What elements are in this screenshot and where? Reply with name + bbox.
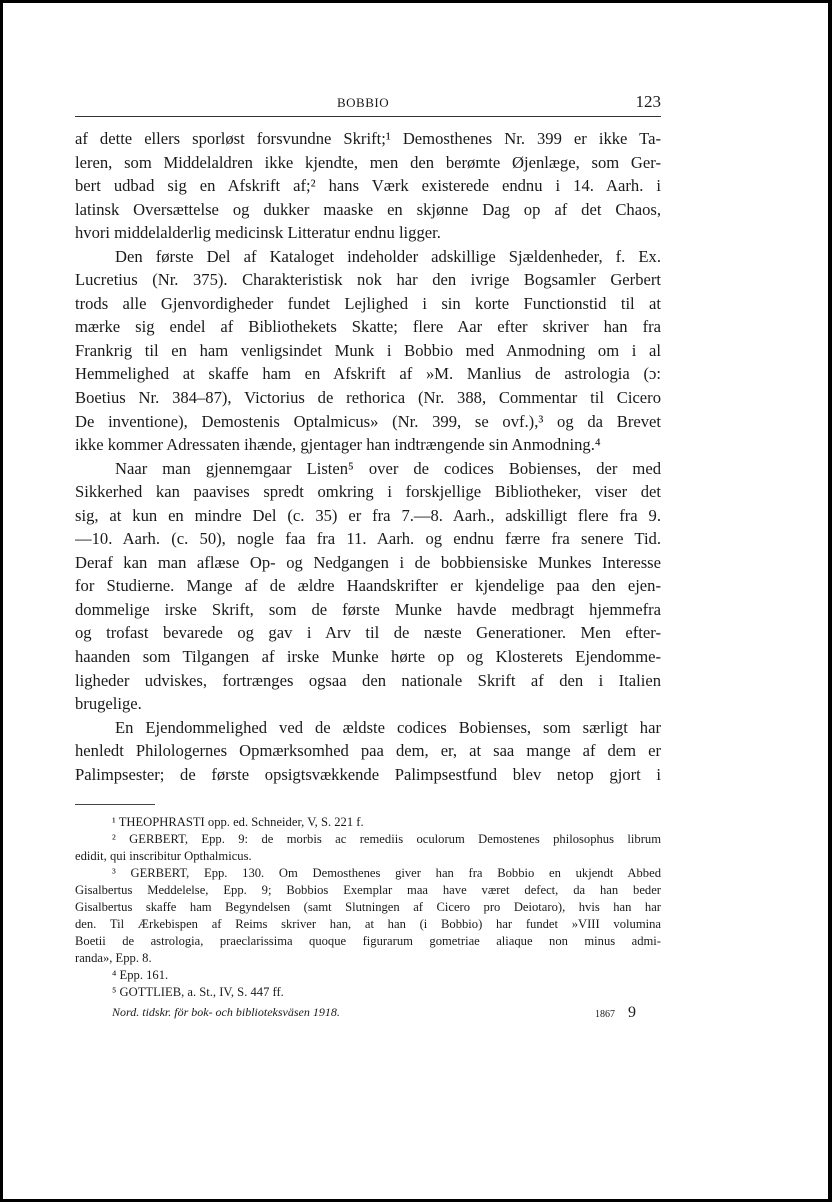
scan-border-top <box>0 0 832 3</box>
text-line: hvori middelalderlig medicinsk Litteratur endnu ligger. <box>75 223 441 243</box>
text-line: Palimpsester; de første opsigtsvækkende Palimpsestfund blev netop gjort i <box>75 764 661 784</box>
text-line: En Ejendommelighed ved de ældste codices Bobienses, som særligt har <box>115 717 661 737</box>
text-line: —10. Aarh. (c. 50), nogle faa fra 11. Aarh. og endnu færre fra senere Tid. <box>75 529 661 549</box>
text-line: haanden som Tilgangen af irske Munke hørte op og Klosterets Ejendomme- <box>75 647 661 667</box>
text-line: Naar man gjennemgaar Listen⁵ over de codices Bobienses, der med <box>115 458 661 478</box>
footnote-line: Gisalbertus Meddelelse, Epp. 9; Bobbios Exemplar maa have været defect, da han beder <box>75 883 661 897</box>
sheet-number: 9 <box>628 1004 636 1021</box>
page-header <box>75 92 661 114</box>
text-line: Boetius Nr. 384–87), Victorius de rethorica (Nr. 388, Commentar til Cicero <box>75 388 661 408</box>
footnote-line: ¹ THEOPHRASTI opp. ed. Schneider, V, S. 221 f. <box>112 815 364 829</box>
running-title: BOBBIO <box>337 95 390 110</box>
text-line: ligheder udviskes, fortrænges ogsaa den nationale Skrift af den i Italien <box>75 670 661 690</box>
header-rule <box>75 116 661 117</box>
scan-border-right <box>828 0 832 1202</box>
text-line: mærke sig endel af Bibliothekets Skatte; flere Aar efter skriver han fra <box>75 317 661 337</box>
text-line: brugelige. <box>75 694 142 714</box>
print-mark: 1867 <box>595 1009 615 1020</box>
text-line: Den første Del af Kataloget indeholder adskillige Sjældenheder, f. Ex. <box>115 246 661 266</box>
footnote-line: ³ GERBERT, Epp. 130. Om Demosthenes giver han fra Bobbio en ukjendt Abbed <box>112 866 661 880</box>
text-line: bert udbad sig en Afskrift af;² hans Værk existerede endnu i 14. Aarh. i <box>75 176 661 196</box>
text-line: ikke kommer Adressaten ihænde, gjentager han indtrængende sin Anmodning.⁴ <box>75 435 601 455</box>
footnote-line: Boetii de astrologia, praeclarissima quoque figurarum gometriae aliaque non minus admi- <box>75 934 661 948</box>
text-line: og trofast bevarede og gav i Arv til de næste Generationer. Men efter- <box>75 623 661 643</box>
footnote-line: ⁵ GOTTLIEB, a. St., IV, S. 447 ff. <box>112 985 284 999</box>
text-line: Deraf kan man aflæse Op- og Nedgangen i de bobbiensiske Munkes Interesse <box>75 552 661 572</box>
text-line: for Studierne. Mange af de ældre Haandskrifter er kjendelige paa den ejen- <box>75 576 661 596</box>
footnote-line: ⁴ Epp. 161. <box>112 968 169 982</box>
text-line: Hemmelighed at skaffe ham en Afskrift af »M. Manlius de astrologia (ɔ: <box>75 364 661 384</box>
page-number: 123 <box>635 92 661 111</box>
text-line: latinsk Oversættelse og dukker maaske en skjønne Dag op af det Chaos, <box>75 199 661 219</box>
text-line: leren, som Middelaldren ikke kjendte, men den berømte Øjenlæge, som Ger- <box>75 152 661 172</box>
footnote-line: edidit, qui inscribitur Opthalmicus. <box>75 849 252 863</box>
text-line: henledt Philologernes Opmærksomhed paa dem, er, at saa mange af dem er <box>75 741 661 761</box>
text-line: Lucretius (Nr. 375). Charakteristisk nok har den ivrige Bogsamler Gerbert <box>75 270 661 290</box>
text-line: sig, at kun en mindre Del (c. 35) er fra 7.—8. Aarh., adskilligt flere fra 9. <box>75 505 661 525</box>
text-line: trods alle Gjenvordigheder fundet Lejlighed i sin korte Functionstid til at <box>75 293 661 313</box>
footnotes <box>75 814 661 1001</box>
text-line: af dette ellers sporløst forsvundne Skrift;¹ Demosthenes Nr. 399 er ikke Ta- <box>75 129 661 148</box>
footnote-line: randa», Epp. 8. <box>75 951 152 965</box>
text-line: Frankrig til en ham venligsindet Munk i Bobbio med Anmodning om i al <box>75 340 661 360</box>
scan-border-left <box>0 0 3 1202</box>
text-line: De inventione), Demostenis Optalmicus» (Nr. 399, se ovf.),³ og da Brevet <box>75 411 661 431</box>
footnote-line: Gisalbertus skaffe ham Begyndelsen (samt Slutningen af Cicero pro Deiotaro), hvis han har <box>75 900 661 914</box>
text-line: dommelige irske Skrift, som de første Munke havde medbragt hjemmefra <box>75 599 661 619</box>
footnote-line: ² GERBERT, Epp. 9: de morbis ac remediis oculorum Demostenes philosophus librum <box>112 832 661 846</box>
journal-imprint: Nord. tidskr. för bok- och biblioteksväsen 1918. <box>112 1005 340 1019</box>
main-text <box>75 127 661 786</box>
text-line: Sikkerhed kan paavises spredt omkring i forskjellige Bibliotheker, viser det <box>75 482 661 502</box>
footnote-rule <box>75 804 155 805</box>
footnote-line: den. Til Ærkebispen af Reims skriver han, at han (i Bobbio) har fundet »VIII volumina <box>75 917 661 931</box>
